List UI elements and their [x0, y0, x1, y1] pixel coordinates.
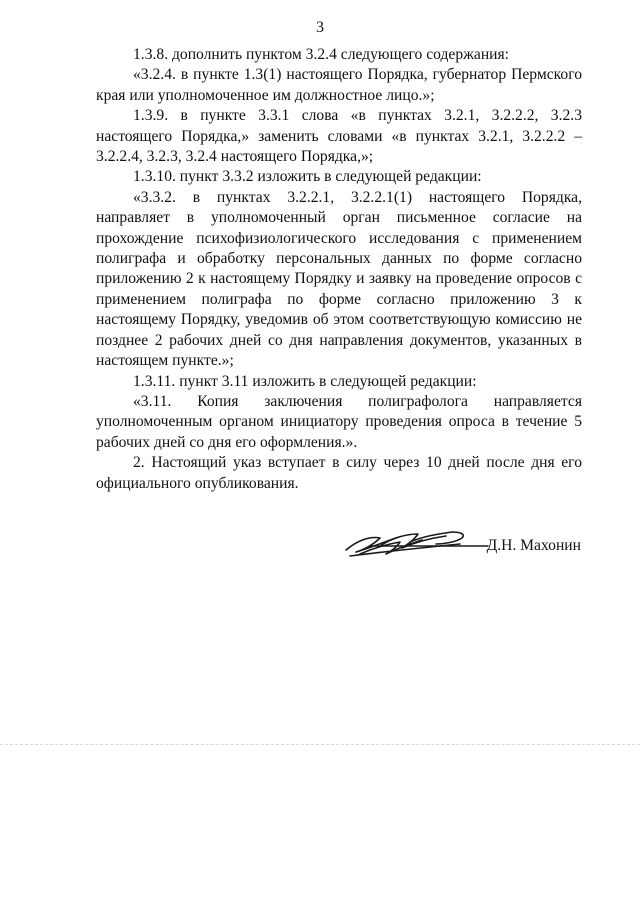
paragraph-3-11-quote: «3.11. Копия заключения полиграфолога направляется уполномоченным органом инициатору проведения опроса в течение 5 рабочих дней со дня его оформления.».: [96, 392, 582, 451]
paragraph-1-3-8: 1.3.8. дополнить пунктом 3.2.4 следующего содержания:: [133, 46, 510, 63]
paragraph-1-3-10: 1.3.10. пункт 3.3.2 изложить в следующей редакции:: [133, 168, 482, 186]
paragraph-2-effective-date: 2. Настоящий указ вступает в силу через 10 дней после дня его официального опубликования.: [96, 454, 582, 492]
paragraph-3-3-2-quote: «3.3.2. в пунктах 3.2.2.1, 3.2.2.1(1) настоящего Порядка, направляет в уполномоченный орган письменное согласие на прохождение психофизиологического исследования с применением полиграфа и обработку персональных данных по форме согласно приложению 2 к настоящему Порядку и заявку на проведение опросов с применением полиграфа по форме согласно приложению 3 к настоящему Порядку, уведомив об этом соответствующую комиссию не позднее 2 рабочих дней со дня направления документов, указанных в настоящем пункте.»;: [96, 188, 582, 370]
scan-artifact-divider: [0, 744, 640, 745]
signer-name: Д.Н. Махонин: [486, 537, 581, 554]
signature-block: [340, 526, 585, 566]
document-body: [96, 45, 582, 494]
page-number: 3: [316, 19, 324, 36]
paragraph-1-3-11: 1.3.11. пункт 3.11 изложить в следующей редакции:: [133, 372, 477, 390]
paragraph-3-2-4-quote: «3.2.4. в пункте 1.3(1) настоящего Порядка, губернатор Пермского края или уполномоченное им должностное лицо.»;: [96, 66, 582, 104]
paragraph-1-3-9: 1.3.9. в пункте 3.3.1 слова «в пунктах 3.2.1, 3.2.2.2, 3.2.3 настоящего Порядка,» заменить словами «в пунктах 3.2.1, 3.2.2.2 – 3.2.2.4, 3.2.3, 3.2.4 настоящего Порядка,»;: [96, 107, 582, 166]
handwritten-signature-icon: [340, 526, 490, 562]
